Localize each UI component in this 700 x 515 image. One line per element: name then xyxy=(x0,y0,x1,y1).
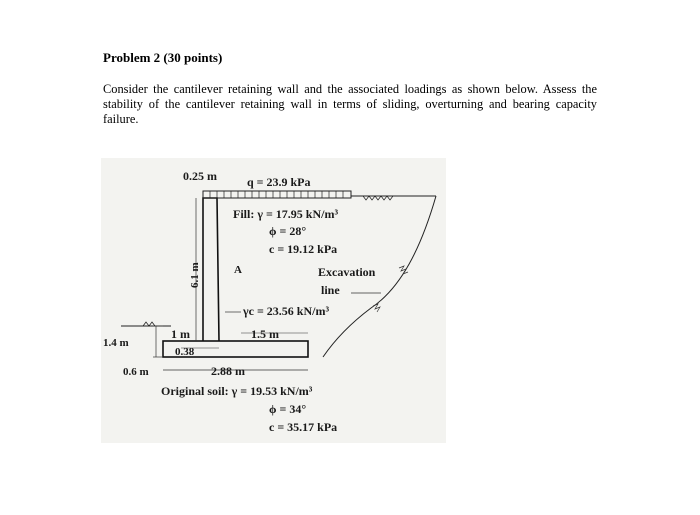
orig-gamma: Original soil: γ = 19.53 kN/m³ xyxy=(161,384,313,398)
toe-ground-hatch xyxy=(143,322,155,326)
fill-phi: ϕ = 28° xyxy=(269,224,307,238)
problem-title: Problem 2 (30 points) xyxy=(103,50,223,65)
concrete-gamma: γc = 23.56 kN/m³ xyxy=(243,304,330,318)
surcharge-ticks xyxy=(210,191,343,198)
wall-stem xyxy=(203,198,219,341)
excavation-label-2: line xyxy=(321,283,340,297)
fill-surface-hatch xyxy=(363,196,393,200)
stem-width-label: 0.25 m xyxy=(183,169,217,183)
stem-height-label: 6.1 m xyxy=(189,262,201,288)
retaining-wall-diagram xyxy=(101,158,446,443)
excavation-label-1: Excavation xyxy=(318,265,376,279)
excavation-hatch-2 xyxy=(373,304,380,312)
surcharge-label: q = 23.9 kPa xyxy=(247,175,311,189)
stem-base-label: 0.38 xyxy=(175,346,195,358)
point-a-label: A xyxy=(234,264,242,276)
base-length-label: 2.88 m xyxy=(211,364,245,378)
orig-phi: ϕ = 34° xyxy=(269,402,307,416)
toe-label: 0.6 m xyxy=(123,366,149,378)
heel-label: 1.5 m xyxy=(251,327,279,341)
fill-c: c = 19.12 kPa xyxy=(269,242,338,256)
retaining-wall-figure xyxy=(101,158,446,443)
base-height-label: 1.4 m xyxy=(103,337,129,349)
toe-embed-label: 1 m xyxy=(171,327,190,341)
problem-statement: Consider the cantilever retaining wall and the associated loadings as shown below. Assess the stability of the cantilever retaining wall in terms of sliding, overturning and bearing capacity failure. xyxy=(103,82,597,126)
fill-gamma: Fill: γ = 17.95 kN/m³ xyxy=(233,207,339,221)
orig-c: c = 35.17 kPa xyxy=(269,420,338,434)
